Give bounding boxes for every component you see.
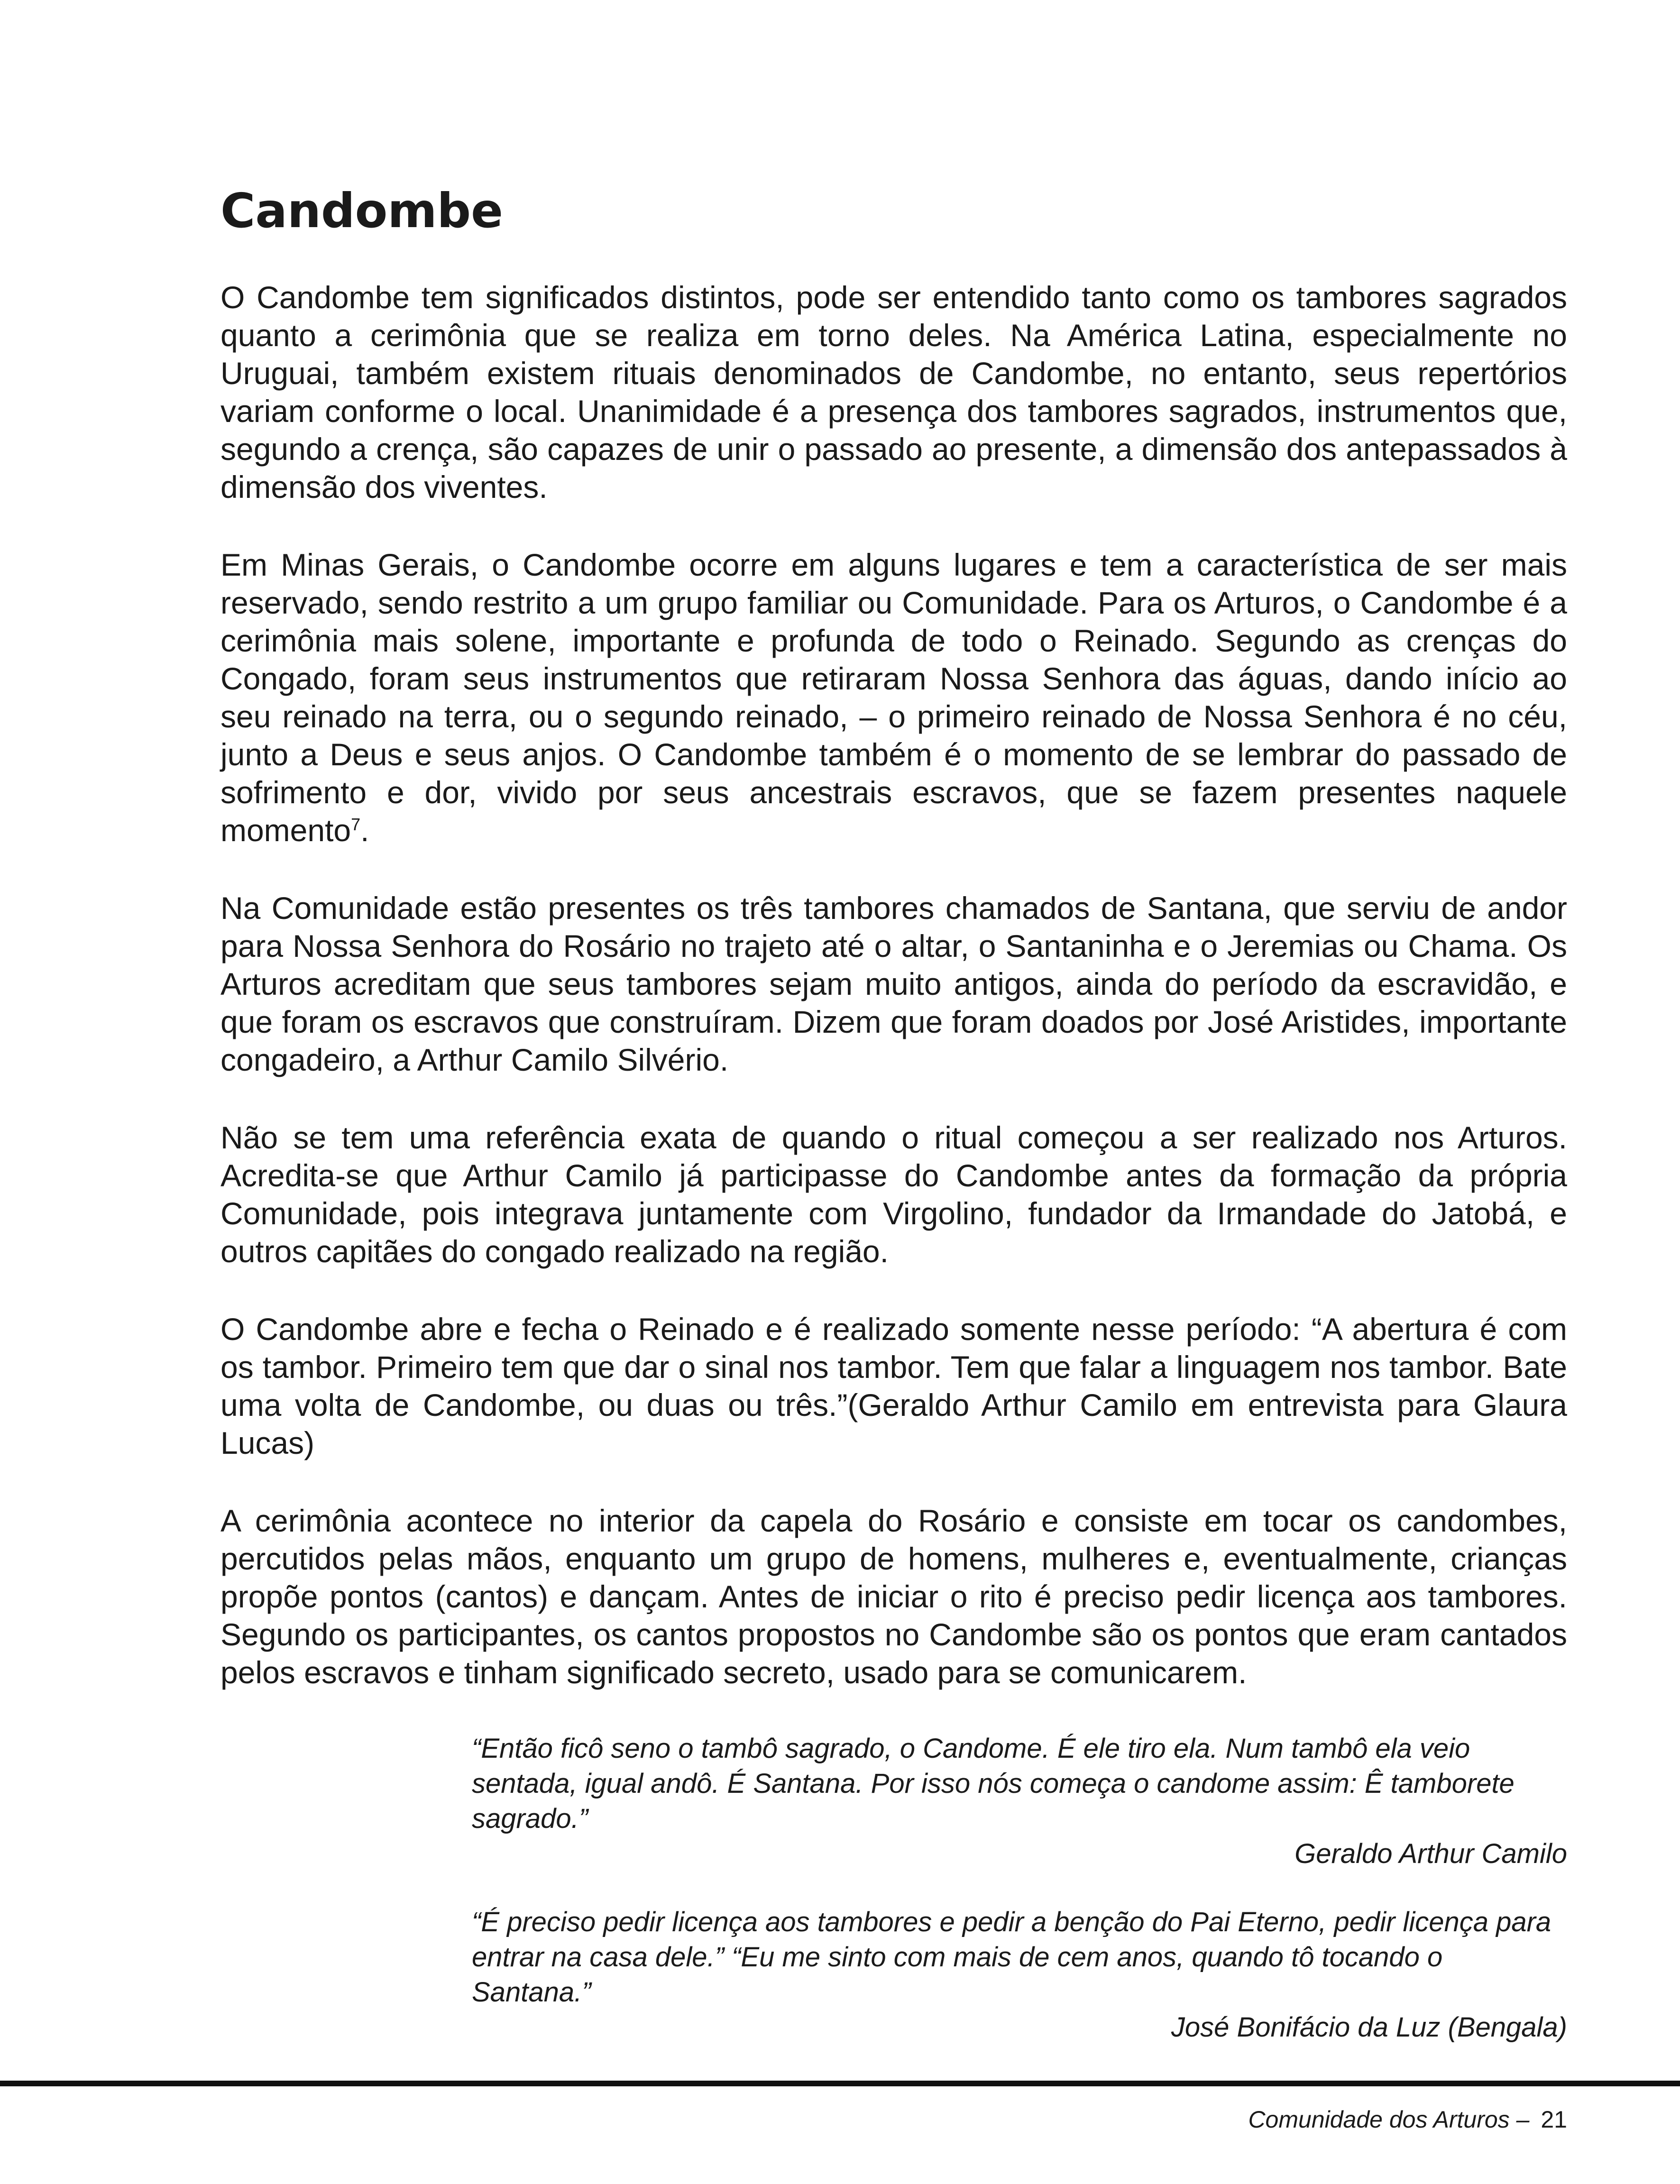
footer-divider xyxy=(0,2081,1680,2086)
paragraph-4: Não se tem uma referência exata de quando o ritual começou a ser realizado nos Arturos. Acredita-se que Arthur Camilo já participasse do Candombe antes da formação da própria Comunidade, pois integrava juntamente com Virgolino, fundador da Irmandade do Jatobá, e outros capitães do congado realizado na região. xyxy=(220,1120,1567,1269)
paragraph-2-text: Em Minas Gerais, o Candombe ocorre em alguns lugares e tem a característica de ser mais reservado, sendo restrito a um grupo familiar ou Comunidade. Para os Arturos, o Candombe é a cerimônia mais solene, importante e profunda de todo o Reinado. Segundo as crenças do Congado, foram seus instrumentos que retiraram Nossa Senhora das águas, dando início ao seu reinado na terra, ou o segundo reinado, – o primeiro reinado de Nossa Senhora é no céu, junto a Deus e seus anjos. O Candombe também é o momento de se lembrar do passado de sofrimento e dor, vivido por seus ancestrais escravos, que se fazem presentes naquele momento xyxy=(220,547,1567,848)
page-title: Candombe xyxy=(220,183,503,239)
quotes-block xyxy=(472,1731,1567,2045)
paragraph-3: Na Comunidade estão presentes os três tambores chamados de Santana, que serviu de andor para Nossa Senhora do Rosário no trajeto até o altar, o Santaninha e o Jeremias ou Chama. Os Arturos acreditam que seus tambores sejam muito antigos, ainda do período da escravidão, e que foram os escravos que construíram. Dizem que foram doados por José Aristides, importante congadeiro, a Arthur Camilo Silvério. xyxy=(220,890,1567,1077)
paragraph-5: O Candombe abre e fecha o Reinado e é realizado somente nesse período: “A abertura é com os tambor. Primeiro tem que dar o sinal nos tambor. Tem que falar a linguagem nos tambor. Bate uma volta de Candombe, ou duas ou três.”(Geraldo Arthur Camilo em entrevista para Glaura Lucas) xyxy=(220,1312,1567,1460)
page-footer xyxy=(1248,2105,1567,2134)
footnote-marker: 7 xyxy=(351,815,361,834)
paragraph-2-period: . xyxy=(360,813,369,848)
paragraph-1: O Candombe tem significados distintos, pode ser entendido tanto como os tambores sagrados quanto a cerimônia que se realiza em torno deles. Na América Latina, especialmente no Uruguai, também existem rituais denominados de Candombe, no entanto, seus repertórios variam conforme o local. Unanimidade é a presença dos tambores sagrados, instrumentos que, segundo a crença, são capazes de unir o passado ao presente, a dimensão dos antepassados à dimensão dos viventes. xyxy=(220,280,1567,505)
page-content xyxy=(220,183,1567,2078)
quote-1-text: “Então ficô seno o tambô sagrado, o Candome. É ele tiro ela. Num tambô ela veio sentada, igual andô. É Santana. Por isso nós começa o candome assim: Ê tamborete sagrado.” xyxy=(472,1733,1515,1834)
paragraph-6: A cerimônia acontece no interior da capela do Rosário e consiste em tocar os candombes, percutidos pelas mãos, enquanto um grupo de homens, mulheres e, eventualmente, crianças propõe pontos (cantos) e dançam. Antes de iniciar o rito é preciso pedir licença aos tambores. Segundo os participantes, os cantos propostos no Candombe são os pontos que eram cantados pelos escravos e tinham significado secreto, usado para se comunicarem. xyxy=(220,1503,1567,1690)
paragraph-2 xyxy=(220,546,1567,849)
page-number: 21 xyxy=(1541,2106,1567,2133)
quote-2-text: “É preciso pedir licença aos tambores e pedir a benção do Pai Eterno, pedir licença para entrar na casa dele.” “Eu me sinto com mais de cem anos, quando tô tocando o Santana.” xyxy=(472,1907,1551,2008)
quote-1-author: Geraldo Arthur Camilo xyxy=(1294,1838,1567,1869)
quote-2-author: José Bonifácio da Luz (Bengala) xyxy=(1171,2012,1567,2043)
footer-title: Comunidade dos Arturos – xyxy=(1248,2106,1530,2133)
